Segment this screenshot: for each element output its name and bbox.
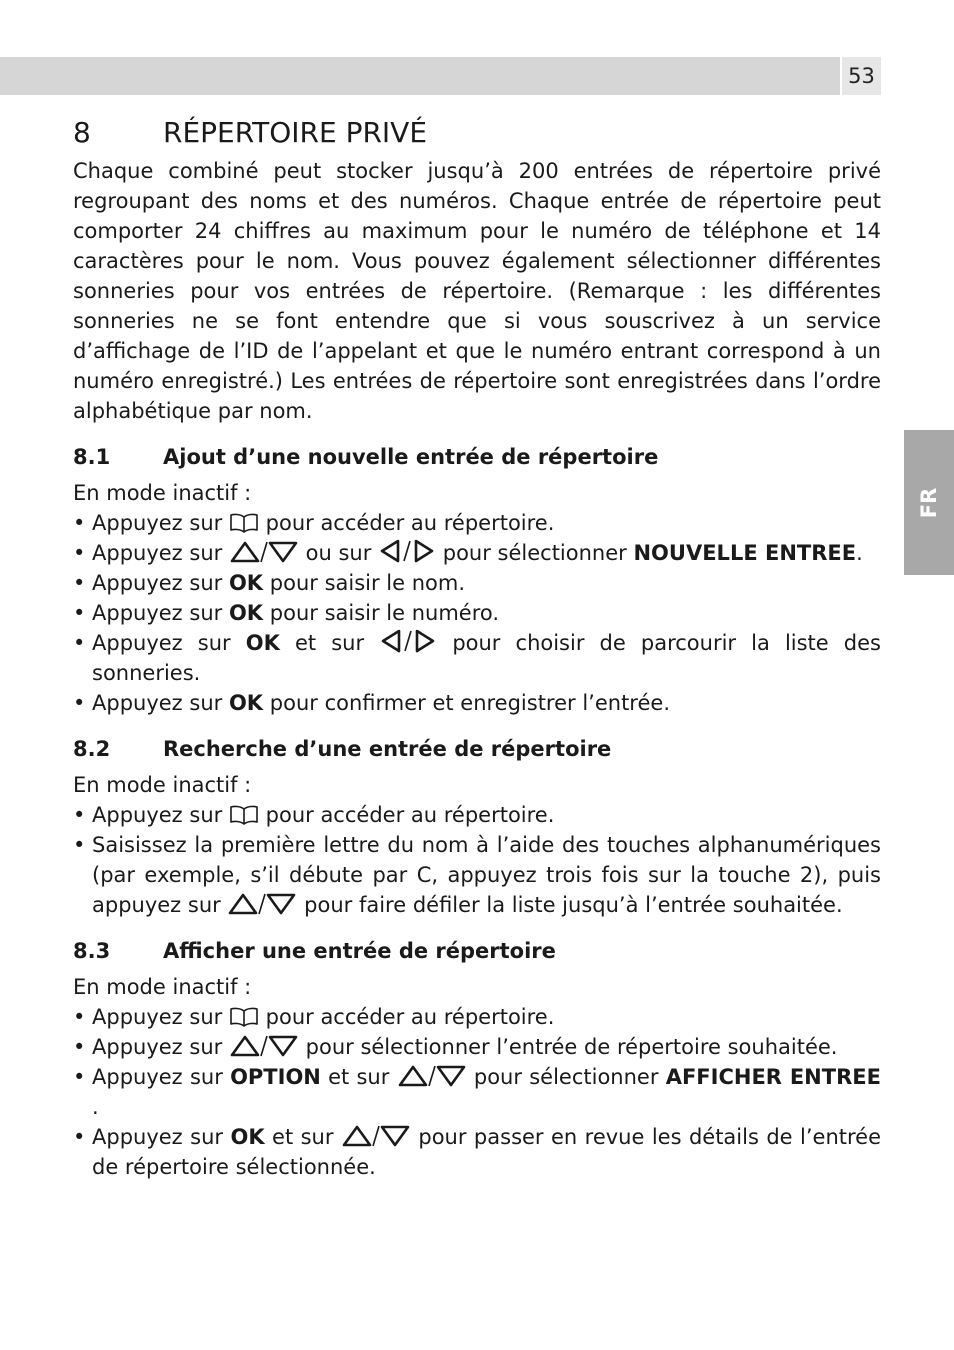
mode-label: En mode inactif :: [73, 481, 252, 505]
chapter-title: RÉPERTOIRE PRIVÉ: [163, 116, 428, 149]
item-text: Appuyez sur: [92, 631, 231, 655]
item-text: ou sur: [305, 541, 372, 565]
header-bar: [0, 57, 840, 95]
book-icon: [229, 1007, 259, 1027]
item-text: pour confirmer et enregistrer l’entrée.: [269, 691, 670, 715]
section-title: Afficher une entrée de répertoire: [163, 939, 556, 963]
key-label: OK: [230, 1125, 265, 1149]
key-label: OK: [228, 601, 264, 625]
item-text: et sur: [295, 631, 365, 655]
instruction-list: [73, 508, 881, 718]
item-text: pour passer en revue les détails de l’entrée de répertoire sélectionnée.: [92, 1125, 881, 1179]
book-icon: [229, 805, 259, 825]
up-down-icon: [229, 541, 299, 563]
mode-label: En mode inactif :: [73, 773, 252, 797]
list-item: [73, 800, 881, 830]
list-item: [73, 688, 881, 718]
item-text: pour accéder au répertoire.: [265, 511, 555, 535]
item-text: pour sélectionner: [442, 541, 627, 565]
item-text: pour accéder au répertoire.: [265, 1005, 555, 1029]
item-text: pour choisir de parcourir la liste des sonneries.: [92, 631, 881, 685]
key-label: OK: [228, 691, 264, 715]
book-icon: [229, 513, 259, 533]
item-text: pour accéder au répertoire.: [265, 803, 555, 827]
item-text: Appuyez sur: [92, 803, 223, 827]
section-heading: [73, 734, 881, 764]
chapter-intro: Chaque combiné peut stocker jusqu’à 200 entrées de répertoire privé regroupant des noms et des numéros. Chaque entrée de répertoire peut comporter 24 chiffres au maximum pour le numéro de téléphone et 14 caractères pour le nom. Vous pouvez également sélectionner différentes sonneries pour vos entrées de répertoire. (Remarque : les différentes sonneries ne se font entendre que si vous souscrivez à un service d’affichage de l’ID de l’appelant et que le numéro entrant correspond à un numéro enregistré.) Les entrées de répertoire sont enregistrées dans l’ordre alphabétique par nom.: [73, 159, 881, 423]
item-text: Appuyez sur: [92, 1065, 223, 1089]
item-text: Appuyez sur: [92, 571, 223, 595]
up-down-icon: [397, 1065, 467, 1087]
list-item: [73, 568, 881, 598]
left-right-icon: [379, 629, 437, 653]
up-down-icon: [229, 1035, 299, 1057]
section-number: 8.1: [73, 445, 111, 469]
item-text: Appuyez sur: [92, 691, 223, 715]
item-text: Appuyez sur: [92, 601, 223, 625]
list-item: [73, 628, 881, 688]
section-number: 8.2: [73, 737, 111, 761]
mode-label: En mode inactif :: [73, 975, 252, 999]
item-text: pour saisir le numéro.: [269, 601, 500, 625]
list-item: [73, 1002, 881, 1032]
item-text: Appuyez sur: [92, 511, 223, 535]
section-heading: [73, 936, 881, 966]
item-text: Saisissez la première lettre du nom à l’aide des touches alphanumériques (par exemple, s’il débute par C, appuyez trois fois sur la touche 2), puis appuyez sur: [92, 833, 881, 917]
list-item: [73, 538, 881, 568]
instruction-list: [73, 800, 881, 920]
list-item: [73, 830, 881, 920]
section-number: 8.3: [73, 939, 111, 963]
item-text: pour faire défiler la liste jusqu’à l’entrée souhaitée.: [304, 893, 843, 917]
chapter-number: 8: [73, 116, 91, 149]
chapter-heading: [73, 112, 881, 154]
menu-option-label: OPTION: [230, 1065, 321, 1089]
item-text: Appuyez sur: [92, 1005, 223, 1029]
list-item: [73, 598, 881, 628]
section-title: Recherche d’une entrée de répertoire: [163, 737, 612, 761]
item-text: Appuyez sur: [92, 1125, 224, 1149]
list-item: [73, 508, 881, 538]
list-item: [73, 1122, 881, 1182]
list-item: [73, 1032, 881, 1062]
item-text: Appuyez sur: [92, 1035, 223, 1059]
page-content: [73, 112, 881, 1182]
item-text: pour sélectionner: [473, 1065, 659, 1089]
menu-option-label: NOUVELLE ENTREE: [633, 541, 857, 565]
language-tab-label: FR: [917, 487, 941, 518]
item-text: .: [856, 541, 863, 565]
section-heading: [73, 442, 881, 472]
instruction-list: [73, 1002, 881, 1182]
list-item: [73, 1062, 881, 1122]
up-down-icon: [341, 1125, 411, 1147]
item-text: pour sélectionner l’entrée de répertoire souhaitée.: [305, 1035, 838, 1059]
item-text: Appuyez sur: [92, 541, 223, 565]
left-right-icon: [378, 539, 436, 563]
item-text: .: [92, 1095, 99, 1119]
page-number: 53: [842, 57, 881, 95]
up-down-icon: [227, 893, 297, 915]
menu-option-label: AFFICHER ENTREE: [665, 1065, 881, 1089]
section-title: Ajout d’une nouvelle entrée de répertoire: [163, 445, 659, 469]
key-label: OK: [228, 571, 264, 595]
item-text: et sur: [328, 1065, 390, 1089]
key-label: OK: [245, 631, 280, 655]
language-tab: [904, 430, 954, 575]
item-text: pour saisir le nom.: [269, 571, 466, 595]
item-text: et sur: [272, 1125, 334, 1149]
